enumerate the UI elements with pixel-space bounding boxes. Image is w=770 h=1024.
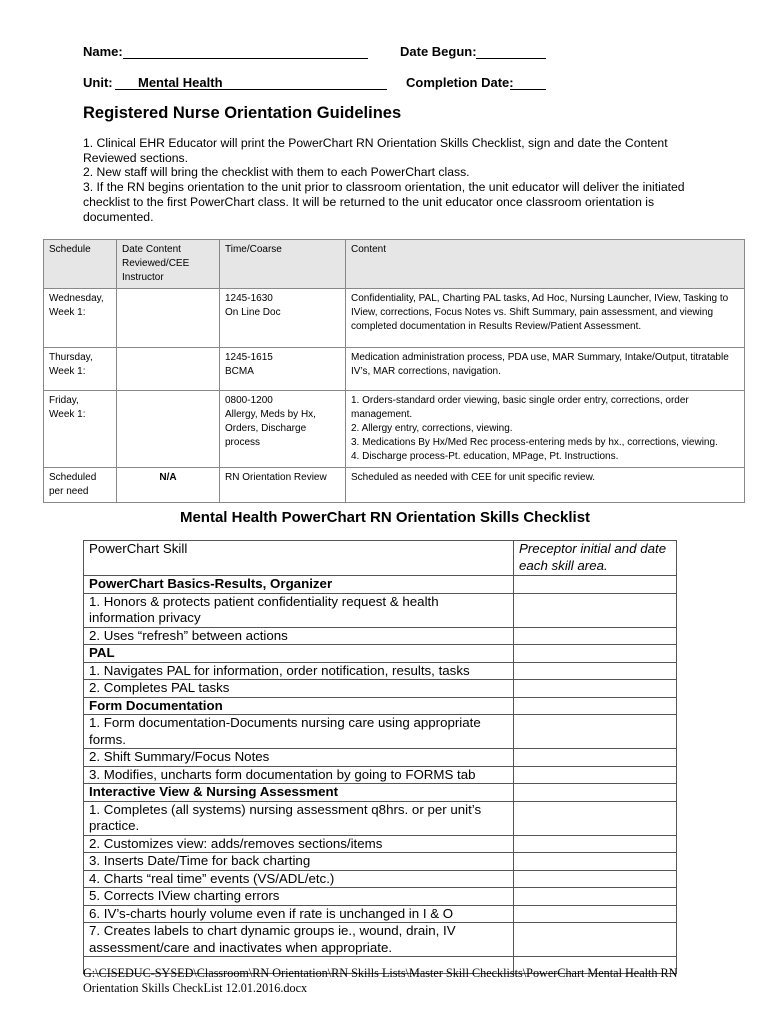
- preceptor-initial-cell[interactable]: [514, 888, 677, 906]
- schedule-row: [44, 391, 745, 468]
- schedule-row: [44, 348, 745, 391]
- course-name: BCMA: [225, 366, 254, 377]
- preceptor-initial-cell[interactable]: [514, 715, 677, 749]
- skill-text: 2. Completes PAL tasks: [84, 680, 514, 698]
- checklist-skill-row: [84, 870, 677, 888]
- schedule-day-cell: [44, 289, 117, 348]
- date-begun-label: Date Begun:: [400, 44, 477, 59]
- section-heading: PAL: [84, 645, 514, 663]
- skill-header-cell: PowerChart Skill: [84, 541, 514, 576]
- preceptor-initial-cell[interactable]: [514, 801, 677, 835]
- course-name: Allergy, Meds by Hx, Orders, Discharge process: [225, 409, 316, 448]
- time-range: 1245-1615: [225, 352, 273, 363]
- content-line: 4. Discharge process-Pt. education, MPage, Pt. Instructions.: [351, 451, 619, 462]
- section-heading: Form Documentation: [84, 697, 514, 715]
- checklist-skill-row: [84, 801, 677, 835]
- checklist-skill-row: [84, 680, 677, 698]
- skill-text: 2. Customizes view: adds/removes sections/items: [84, 835, 514, 853]
- preceptor-initial-cell[interactable]: [514, 923, 677, 957]
- time-cell: [220, 348, 346, 391]
- skill-text: 6. IV’s-charts hourly volume even if rate is unchanged in I & O: [84, 905, 514, 923]
- preceptor-initial-cell[interactable]: [514, 645, 677, 663]
- unit-label: Unit:: [83, 75, 113, 90]
- checklist-skill-row: [84, 593, 677, 627]
- checklist-skill-row: [84, 888, 677, 906]
- reviewed-cell: [117, 289, 220, 348]
- time-header-cell: Time/Coarse: [220, 240, 346, 289]
- time-cell: [220, 289, 346, 348]
- preceptor-initial-cell[interactable]: [514, 766, 677, 784]
- schedule-day: Wednesday,: [49, 293, 104, 304]
- skill-text: 1. Navigates PAL for information, order notification, results, tasks: [84, 662, 514, 680]
- skill-text: 3. Inserts Date/Time for back charting: [84, 853, 514, 871]
- schedule-row: [44, 468, 745, 503]
- preceptor-initial-cell[interactable]: [514, 784, 677, 802]
- schedule-table: [43, 239, 745, 503]
- preceptor-initial-cell[interactable]: [514, 853, 677, 871]
- reviewed-cell: [117, 391, 220, 468]
- checklist-title: Mental Health PowerChart RN Orientation Skills Checklist: [179, 509, 591, 526]
- checklist-skill-row: [84, 749, 677, 767]
- checklist-skill-row: [84, 662, 677, 680]
- time-cell: [220, 468, 346, 503]
- checklist-skill-row: [84, 627, 677, 645]
- preceptor-initial-cell[interactable]: [514, 627, 677, 645]
- skill-text: 1. Completes (all systems) nursing assessment q8hrs. or per unit’s practice.: [84, 801, 514, 835]
- skill-text: 7. Creates labels to chart dynamic groups ie., wound, drain, IV assessment/care and inactivates when appropriate.: [84, 923, 514, 957]
- preceptor-initial-cell[interactable]: [514, 749, 677, 767]
- unit-value: Mental Health: [138, 75, 223, 90]
- schedule-week: Week 1:: [49, 366, 86, 377]
- completion-date-label: Completion Date:: [406, 75, 514, 90]
- schedule-day: Thursday,: [49, 352, 93, 363]
- preceptor-header-cell: Preceptor initial and date each skill area.: [514, 541, 677, 576]
- time-range: 0800-1200: [225, 395, 273, 406]
- checklist-section-row: [84, 645, 677, 663]
- content-cell: Medication administration process, PDA use, MAR Summary, Intake/Output, titratable IV’s, MAR corrections, navigation.: [346, 348, 745, 391]
- time-cell: [220, 391, 346, 468]
- content-cell: Scheduled as needed with CEE for unit specific review.: [346, 468, 745, 503]
- content-line: 2. Allergy entry, corrections, viewing.: [351, 423, 513, 434]
- preceptor-initial-cell[interactable]: [514, 662, 677, 680]
- content-cell: [346, 391, 745, 468]
- schedule-day-cell: [44, 348, 117, 391]
- reviewed-cell: [117, 348, 220, 391]
- checklist-section-row: [84, 697, 677, 715]
- course-name: RN Orientation Review: [225, 472, 327, 483]
- checklist-section-row: [84, 576, 677, 594]
- checklist-section-row: [84, 784, 677, 802]
- schedule-header-row: [44, 240, 745, 289]
- content-line: 1. Orders-standard order viewing, basic single order entry, corrections, order management.: [351, 395, 689, 420]
- checklist-skill-row: [84, 923, 677, 957]
- completion-date-field-line[interactable]: [510, 89, 546, 90]
- reviewed-cell: N/A: [117, 468, 220, 503]
- preceptor-initial-cell[interactable]: [514, 576, 677, 594]
- schedule-day-cell: [44, 391, 117, 468]
- content-cell: Confidentiality, PAL, Charting PAL tasks, Ad Hoc, Nursing Launcher, IView, Tasking to IView, corrections, Focus Notes vs. Shift Summary, pain assessment, and viewing completed documentation in Results Review/Patient Assessment.: [346, 289, 745, 348]
- checklist-skill-row: [84, 853, 677, 871]
- skill-text: 1. Form documentation-Documents nursing care using appropriate forms.: [84, 715, 514, 749]
- skill-text: 1. Honors & protects patient confidentiality request & health information privacy: [84, 593, 514, 627]
- checklist-skill-row: [84, 905, 677, 923]
- preceptor-initial-cell[interactable]: [514, 680, 677, 698]
- name-field-line[interactable]: [123, 58, 368, 59]
- skills-checklist-table: [83, 540, 677, 974]
- schedule-week: Week 1:: [49, 307, 86, 318]
- schedule-week: per need: [49, 486, 89, 497]
- checklist-header-row: [84, 541, 677, 576]
- skill-text: 2. Uses “refresh” between actions: [84, 627, 514, 645]
- schedule-day-cell: [44, 468, 117, 503]
- schedule-header-cell: Schedule: [44, 240, 117, 289]
- checklist-skill-row: [84, 835, 677, 853]
- schedule-day: Scheduled: [49, 472, 97, 483]
- guideline-item-3: 3. If the RN begins orientation to the unit prior to classroom orientation, the unit educator will deliver the initiated checklist to the first PowerChart class. It will be returned to the unit educator once classroom orientation is documented.: [83, 180, 685, 224]
- schedule-week: Week 1:: [49, 409, 86, 420]
- preceptor-initial-cell[interactable]: [514, 905, 677, 923]
- reviewed-header-cell: Date Content Reviewed/CEE Instructor: [117, 240, 220, 289]
- guideline-item-1: 1. Clinical EHR Educator will print the PowerChart RN Orientation Skills Checklist, sign and date the Content Reviewed sections.: [83, 136, 668, 165]
- guideline-item-2: 2. New staff will bring the checklist with them to each PowerChart class.: [83, 165, 470, 179]
- section-heading: PowerChart Basics-Results, Organizer: [84, 576, 514, 594]
- guidelines-title: Registered Nurse Orientation Guidelines: [83, 104, 402, 122]
- schedule-row: [44, 289, 745, 348]
- time-range: 1245-1630: [225, 293, 273, 304]
- skill-text: 4. Charts “real time” events (VS/ADL/etc.): [84, 870, 514, 888]
- section-heading: Interactive View & Nursing Assessment: [84, 784, 514, 802]
- preceptor-initial-cell[interactable]: [514, 835, 677, 853]
- file-path-footer: G:\CISEDUC-SYSED\Classroom\RN Orientation\RN Skills Lists\Master Skill Checklists\PowerChart Mental Health RN Orientation Skills CheckList 12.01.2016.docx: [83, 966, 678, 995]
- checklist-skill-row: [84, 766, 677, 784]
- checklist-skill-row: [84, 715, 677, 749]
- schedule-day: Friday,: [49, 395, 79, 406]
- preceptor-initial-cell[interactable]: [514, 593, 677, 627]
- preceptor-initial-cell[interactable]: [514, 697, 677, 715]
- preceptor-initial-cell[interactable]: [514, 870, 677, 888]
- skill-text: 2. Shift Summary/Focus Notes: [84, 749, 514, 767]
- content-line: 3. Medications By Hx/Med Rec process-entering meds by hx., corrections, viewing.: [351, 437, 718, 448]
- course-name: On Line Doc: [225, 307, 281, 318]
- name-label: Name:: [83, 44, 123, 59]
- skill-text: 5. Corrects IView charting errors: [84, 888, 514, 906]
- content-header-cell: Content: [346, 240, 745, 289]
- date-begun-field-line[interactable]: [476, 58, 546, 59]
- skill-text: 3. Modifies, uncharts form documentation by going to FORMS tab: [84, 766, 514, 784]
